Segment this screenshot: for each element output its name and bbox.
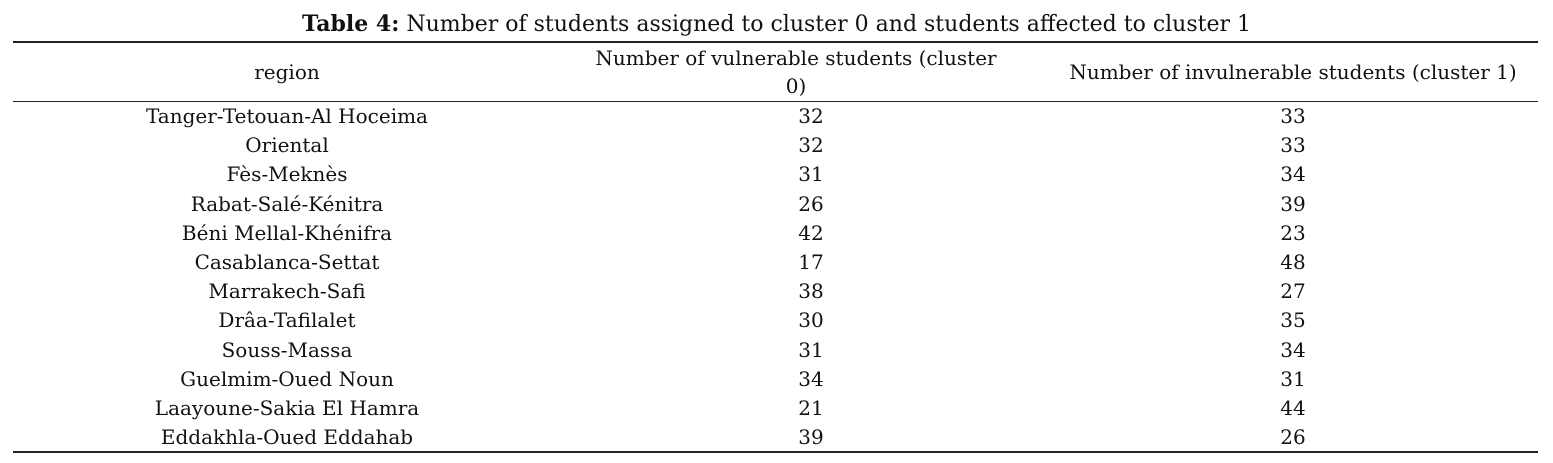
invulnerable-count-cell: 35 bbox=[1280, 308, 1306, 333]
invulnerable-count-cell: 33 bbox=[1280, 133, 1306, 158]
region-cell: Casablanca-Settat bbox=[194, 249, 380, 274]
vulnerable-count-cell: 39 bbox=[798, 425, 824, 450]
vulnerable-count-cell: 31 bbox=[798, 162, 824, 187]
table-row bbox=[13, 306, 1538, 335]
invulnerable-count-cell: 27 bbox=[1280, 279, 1306, 304]
table-caption bbox=[0, 9, 1553, 40]
invulnerable-count-cell: 23 bbox=[1280, 220, 1306, 245]
region-cell: Oriental bbox=[245, 133, 329, 158]
region-cell: Tanger-Tetouan-Al Hoceima bbox=[146, 104, 428, 128]
invulnerable-count-cell: 33 bbox=[1280, 104, 1306, 128]
table-row bbox=[13, 365, 1538, 394]
table-row bbox=[13, 190, 1538, 219]
invulnerable-count-cell: 39 bbox=[1280, 191, 1306, 216]
table-row bbox=[13, 219, 1538, 248]
region-cell: Laayoune-Sakia El Hamra bbox=[154, 395, 420, 420]
vulnerable-count-cell: 21 bbox=[798, 395, 824, 420]
vulnerable-count-cell: 34 bbox=[798, 366, 824, 391]
vulnerable-count-cell: 30 bbox=[798, 308, 824, 333]
vulnerable-count-cell: 32 bbox=[798, 133, 824, 158]
region-cell: Eddakhla-Oued Eddahab bbox=[160, 425, 414, 450]
vulnerable-count-cell: 17 bbox=[798, 249, 824, 274]
table-row bbox=[13, 131, 1538, 160]
invulnerable-count-cell: 34 bbox=[1280, 337, 1306, 362]
table-row bbox=[13, 248, 1538, 277]
table-row bbox=[13, 102, 1538, 131]
region-cell: Béni Mellal-Khénifra bbox=[181, 220, 393, 245]
region-cell: Rabat-Salé-Kénitra bbox=[190, 191, 384, 216]
vulnerable-count-cell: 31 bbox=[798, 337, 824, 362]
invulnerable-count-cell: 26 bbox=[1280, 425, 1306, 450]
table-row bbox=[13, 336, 1538, 365]
vulnerable-count-cell: 38 bbox=[798, 279, 824, 304]
column-header-region: region bbox=[254, 60, 320, 84]
region-cell: Souss-Massa bbox=[221, 337, 353, 362]
table-caption-text: Number of students assigned to cluster 0 and students affected to cluster 1 bbox=[399, 12, 1251, 37]
region-cell: Drâa-Tafilalet bbox=[218, 308, 356, 333]
table-body bbox=[13, 102, 1538, 452]
invulnerable-count-cell: 44 bbox=[1280, 395, 1306, 420]
vulnerable-count-cell: 26 bbox=[798, 191, 824, 216]
region-cell: Marrakech-Safi bbox=[208, 279, 366, 304]
column-header-invulnerable: Number of invulnerable students (cluster 1) bbox=[1069, 60, 1517, 84]
vulnerable-count-cell: 42 bbox=[798, 220, 824, 245]
vulnerable-count-cell: 32 bbox=[798, 104, 824, 128]
invulnerable-count-cell: 48 bbox=[1280, 249, 1306, 274]
column-header-vulnerable: Number of vulnerable students (cluster 0) bbox=[595, 46, 997, 98]
table-row bbox=[13, 423, 1538, 452]
table-bottom-rule bbox=[13, 451, 1538, 453]
region-cell: Fès-Meknès bbox=[226, 162, 348, 187]
table-header bbox=[13, 43, 1538, 101]
invulnerable-count-cell: 34 bbox=[1280, 162, 1306, 187]
table-row bbox=[13, 160, 1538, 189]
table-row bbox=[13, 277, 1538, 306]
region-cell: Guelmim-Oued Noun bbox=[180, 366, 394, 391]
invulnerable-count-cell: 31 bbox=[1280, 366, 1306, 391]
table-row bbox=[13, 394, 1538, 423]
table-caption-label: Table 4: bbox=[302, 11, 400, 37]
